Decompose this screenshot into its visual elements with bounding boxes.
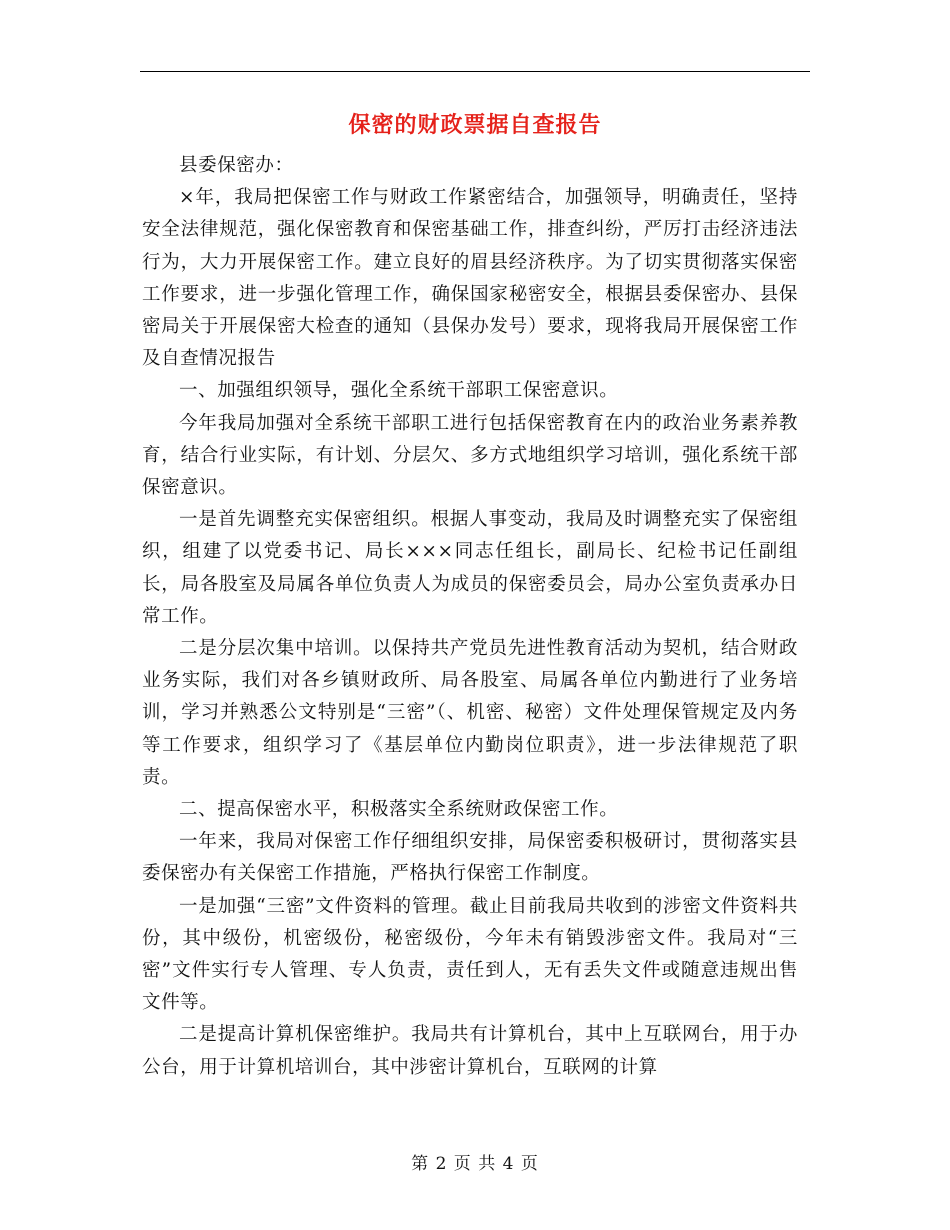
paragraph: 二是提高计算机保密维护。我局共有计算机台，其中上互联网台，用于办公台，用于计算机培训台，其中涉密计算机台，互联网的计算 <box>142 1024 798 1078</box>
paragraph: 一年来，我局对保密工作仔细组织安排，局保密委积极研讨，贯彻落实县委保密办有关保密工作措施，严格执行保密工作制度。 <box>142 831 798 885</box>
page-total: 4 <box>502 1154 515 1174</box>
paragraph: 一是加强“三密”文件资料的管理。截止目前我局共收到的涉密文件资料共份，其中级份，机密级份，秘密级份，今年未有销毁涉密文件。我局对“三密”文件实行专人管理、专人负责，责任到人，无有丢失文件或随意违规出售文件等。 <box>142 895 798 1014</box>
page-footer <box>0 1152 950 1176</box>
page-number: 2 <box>435 1154 448 1174</box>
paragraph: 今年我局加强对全系统干部职工进行包括保密教育在内的政治业务素养教育，结合行业实际，有计划、分层欠、多方式地组织学习培训，强化系统干部保密意识。 <box>142 412 798 499</box>
paragraph: 二是分层次集中培训。以保持共产党员先进性教育活动为契机，结合财政业务实际，我们对各乡镇财政所、局各股室、局属各单位内勤进行了业务培训，学习并熟悉公文特别是“三密”（、机密、秘密）文件处理保管规定及内务等工作要求，组织学习了《基层单位内勤岗位职责》，进一步法律规范了职责。 <box>142 638 798 788</box>
paragraph-intro: ×年，我局把保密工作与财政工作紧密结合，加强领导，明确责任，坚持安全法律规范，强化保密教育和保密基础工作，排查纠纷，严厉打击经济违法行为，大力开展保密工作。建立良好的眉县经济秩序。为了切实贯彻落实保密工作要求，进一步强化管理工作，确保国家秘密安全，根据县委保密办、县保密局关于开展保密大检查的通知（县保办发号）要求，现将我局开展保密工作及自查情况报告 <box>142 187 798 370</box>
document-body <box>142 150 798 1084</box>
page-label-prefix: 第 <box>411 1154 430 1174</box>
section-heading-1: 一、加强组织领导，强化全系统干部职工保密意识。 <box>179 380 619 402</box>
section-heading-2: 二、提高保密水平，积极落实全系统财政保密工作。 <box>179 799 619 821</box>
header-rule <box>140 71 810 72</box>
document-title: 保密的财政票据自查报告 <box>348 112 602 138</box>
page-label-middle: 页 共 <box>453 1154 497 1174</box>
page-label-suffix: 页 <box>520 1154 539 1174</box>
paragraph-salutation: 县委保密办： <box>179 155 294 176</box>
paragraph: 一是首先调整充实保密组织。根据人事变动，我局及时调整充实了保密组织，组建了以党委书记、局长×××同志任组长，副局长、纪检书记任副组长，局各股室及局属各单位负责人为成员的保密委员会，局办公室负责承办日常工作。 <box>142 509 798 627</box>
